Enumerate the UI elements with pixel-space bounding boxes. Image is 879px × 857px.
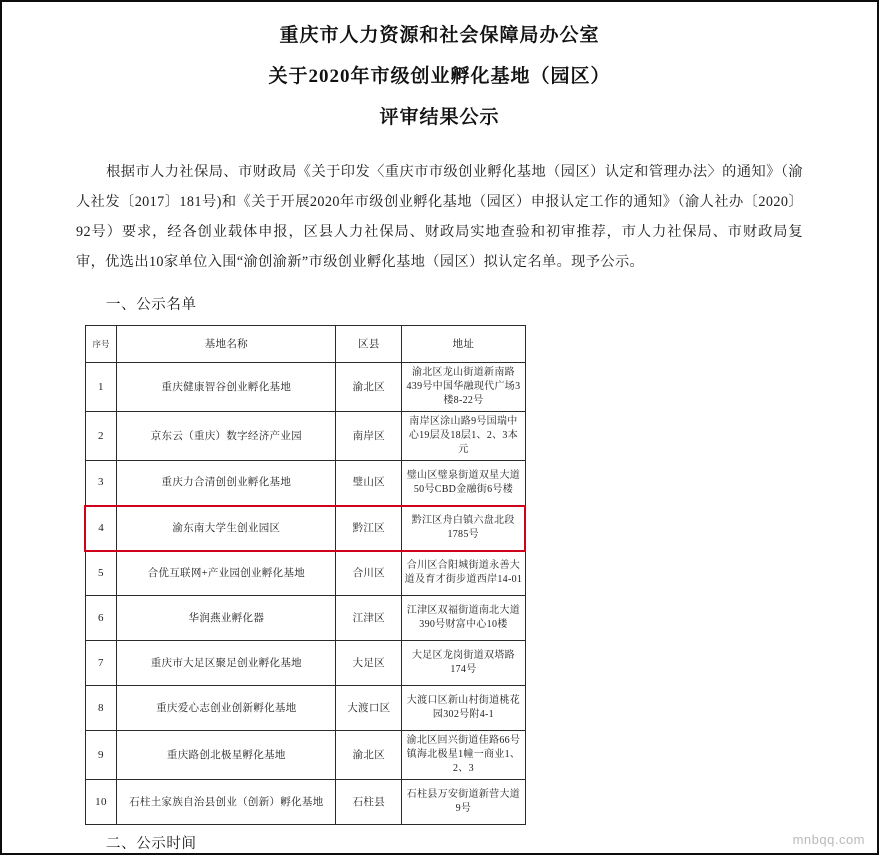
cell-name: 重庆健康智谷创业孵化基地 bbox=[117, 363, 336, 412]
table-header bbox=[85, 326, 525, 363]
cell-no: 4 bbox=[85, 506, 117, 551]
table-body bbox=[85, 363, 525, 825]
cell-address: 大足区龙岗街道双塔路174号 bbox=[402, 641, 525, 686]
title-line-3: 评审结果公示 bbox=[379, 107, 500, 128]
table-row bbox=[85, 596, 525, 641]
title-line-1: 重庆市人力资源和社会保障局办公室 bbox=[279, 25, 600, 46]
cell-no: 9 bbox=[85, 731, 117, 780]
cell-address: 璧山区璧泉街道双星大道50号CBD金融街6号楼 bbox=[402, 461, 525, 506]
cell-no: 6 bbox=[85, 596, 117, 641]
table-row bbox=[85, 412, 525, 461]
table-row bbox=[85, 780, 525, 825]
cell-name: 华润燕业孵化器 bbox=[117, 596, 336, 641]
cell-name: 合优互联网+产业园创业孵化基地 bbox=[117, 551, 336, 596]
cell-district: 渝北区 bbox=[336, 363, 402, 412]
cell-no: 8 bbox=[85, 686, 117, 731]
cell-address: 石柱县万安街道新营大道9号 bbox=[402, 780, 525, 825]
cell-name: 石柱土家族自治县创业（创新）孵化基地 bbox=[117, 780, 336, 825]
paragraph-text: 根据市人力社保局、市财政局《关于印发〈重庆市市级创业孵化基地（园区）认定和管理办法〉的通知》（渝人社发〔2017〕181号)和《关于开展2020年市级创业孵化基地（园区）申报认定工作的通知》（渝人社办〔2020〕92号）要求，经各创业载体申报，区县人力社保局、财政局实地查验和初审推荐，市人力社保局、市财政局复审，优选出10家单位入围“渝创渝新”市级创业孵化基地（园区）拟认定名单。现予公示。 bbox=[76, 164, 803, 270]
cell-district: 渝北区 bbox=[336, 731, 402, 780]
publicity-list-table bbox=[84, 325, 526, 825]
column-header-name: 基地名称 bbox=[117, 326, 336, 363]
cell-district: 黔江区 bbox=[336, 506, 402, 551]
watermark-text: mnbqq.com bbox=[792, 832, 865, 847]
cell-no: 3 bbox=[85, 461, 117, 506]
document-body bbox=[2, 2, 877, 853]
table-row bbox=[85, 641, 525, 686]
cell-address: 大渡口区新山村街道桃花园302号附4-1 bbox=[402, 686, 525, 731]
section-heading-list: 一、公示名单 bbox=[106, 297, 197, 314]
cell-name: 渝东南大学生创业园区 bbox=[117, 506, 336, 551]
cell-address: 江津区双福街道南北大道390号财富中心10楼 bbox=[402, 596, 525, 641]
document-title bbox=[76, 26, 803, 127]
table-row bbox=[85, 461, 525, 506]
table-row bbox=[85, 363, 525, 412]
table-row bbox=[85, 731, 525, 780]
table-header-row bbox=[85, 326, 525, 363]
cell-district: 璧山区 bbox=[336, 461, 402, 506]
cell-district: 南岸区 bbox=[336, 412, 402, 461]
cell-name: 重庆市大足区聚足创业孵化基地 bbox=[117, 641, 336, 686]
cell-address: 渝北区龙山街道新南路439号中国华融现代广场3楼8-22号 bbox=[402, 363, 525, 412]
cell-no: 7 bbox=[85, 641, 117, 686]
cell-no: 2 bbox=[85, 412, 117, 461]
intro-paragraph bbox=[76, 157, 803, 277]
cell-name: 重庆爱心志创业创新孵化基地 bbox=[117, 686, 336, 731]
cell-no: 5 bbox=[85, 551, 117, 596]
cell-name: 重庆力合清创创业孵化基地 bbox=[117, 461, 336, 506]
table-row bbox=[85, 551, 525, 596]
cell-district: 合川区 bbox=[336, 551, 402, 596]
cell-district: 江津区 bbox=[336, 596, 402, 641]
table-row bbox=[85, 686, 525, 731]
title-line-2: 关于2020年市级创业孵化基地（园区） bbox=[268, 66, 611, 87]
cell-address: 渝北区回兴街道佳路66号镇海北极星1幢一商业1、2、3 bbox=[402, 731, 525, 780]
table-row-highlighted bbox=[85, 506, 525, 551]
column-header-no: 序号 bbox=[85, 326, 117, 363]
cell-address: 黔江区舟白镇六盘北段1785号 bbox=[402, 506, 525, 551]
cell-name: 重庆路创北极星孵化基地 bbox=[117, 731, 336, 780]
cell-district: 大足区 bbox=[336, 641, 402, 686]
cell-no: 10 bbox=[85, 780, 117, 825]
column-header-district: 区县 bbox=[336, 326, 402, 363]
cell-name: 京东云（重庆）数字经济产业园 bbox=[117, 412, 336, 461]
column-header-address: 地址 bbox=[402, 326, 525, 363]
section-heading-period: 二、公示时间 bbox=[106, 836, 197, 853]
cell-address: 合川区合阳城街道永善大道及育才街步道西岸14-01 bbox=[402, 551, 525, 596]
cell-address: 南岸区涂山路9号国瑞中心19层及18层1、2、3本元 bbox=[402, 412, 525, 461]
cell-no: 1 bbox=[85, 363, 117, 412]
cell-district: 大渡口区 bbox=[336, 686, 402, 731]
cell-district: 石柱县 bbox=[336, 780, 402, 825]
